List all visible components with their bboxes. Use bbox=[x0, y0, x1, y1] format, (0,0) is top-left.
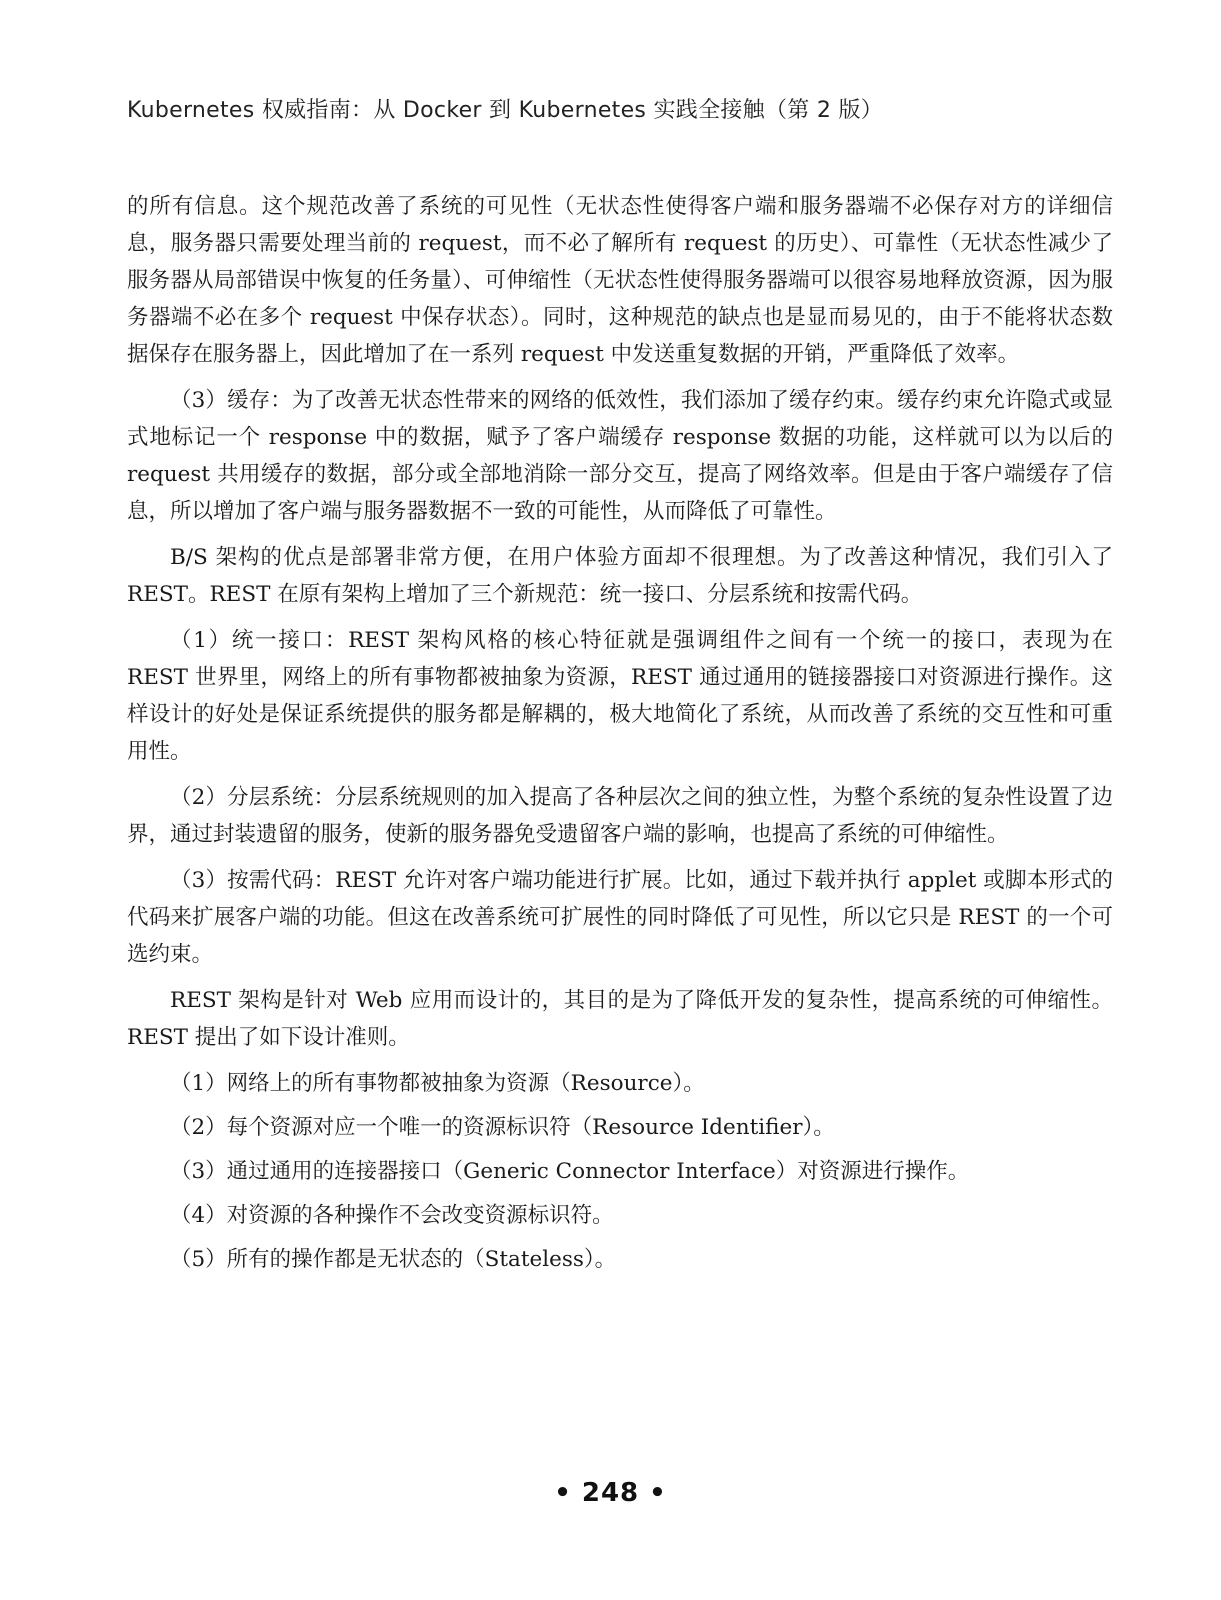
paragraph-uniform-interface: （1）统一接口：REST 架构风格的核心特征就是强调组件之间有一个统一的接口，表现为在 REST 世界里，网络上的所有事物都被抽象为资源，REST 通过通用的链接器接口对资源进行操作。这样设计的好处是保证系统提供的服务都是解耦的，极大地简化了系统，从而改善了系统的交互性和可重用性。 bbox=[127, 628, 1114, 764]
paragraph-layered-system: （2）分层系统：分层系统规则的加入提高了各种层次之间的独立性，为整个系统的复杂性设置了边界，通过封装遗留的服务，使新的服务器免受遗留客户端的影响，也提高了系统的可伸缩性。 bbox=[127, 785, 1113, 847]
body-text bbox=[127, 188, 1113, 1285]
principle-item: （2）每个资源对应一个唯一的资源标识符（Resource Identifier）。 bbox=[170, 1115, 835, 1140]
page-number: • 248 • bbox=[554, 1478, 667, 1508]
paragraph-code-on-demand: （3）按需代码：REST 允许对客户端功能进行扩展。比如，通过下载并执行 applet 或脚本形式的代码来扩展客户端的功能。但这在改善系统可扩展性的同时降低了可见性，所以它只是 REST 的一个可选约束。 bbox=[127, 868, 1113, 967]
paragraph-bs-architecture: B/S 架构的优点是部署非常方便，在用户体验方面却不很理想。为了改善这种情况，我们引入了 REST。REST 在原有架构上增加了三个新规范：统一接口、分层系统和按需代码。 bbox=[127, 545, 1113, 607]
paragraph-rest-design: REST 架构是针对 Web 应用而设计的，其目的是为了降低开发的复杂性，提高系统的可伸缩性。REST 提出了如下设计准则。 bbox=[127, 988, 1113, 1050]
paragraph-statelessness-continued: 的所有信息。这个规范改善了系统的可见性（无状态性使得客户端和服务器端不必保存对方的详细信息，服务器只需要处理当前的 request，而不必了解所有 request 的历史）、可靠性（无状态性减少了服务器从局部错误中恢复的任务量）、可伸缩性（无状态性使得服务器端可以很容易地释放资源，因为服务器端不必在多个 request 中保存状态）。同时，这种规范的缺点也是显而易见的，由于不能将状态数据保存在服务器上，因此增加了在一系列 request 中发送重复数据的开销，严重降低了效率。 bbox=[127, 194, 1113, 367]
principle-item: （3）通过通用的连接器接口（Generic Connector Interface）对资源进行操作。 bbox=[170, 1159, 970, 1184]
principle-item: （4）对资源的各种操作不会改变资源标识符。 bbox=[170, 1203, 614, 1228]
running-header: Kubernetes 权威指南：从 Docker 到 Kubernetes 实践全接触（第 2 版） bbox=[127, 98, 884, 123]
paragraph-cache: （3）缓存：为了改善无状态性带来的网络的低效性，我们添加了缓存约束。缓存约束允许隐式或显式地标记一个 response 中的数据，赋予了客户端缓存 response 数据的功能，这样就可以为以后的 request 共用缓存的数据，部分或全部地消除一部分交互，提高了网络效率。但是由于客户端缓存了信息，所以增加了客户端与服务器数据不一致的可能性，从而降低了可靠性。 bbox=[127, 388, 1113, 524]
principle-item: （5）所有的操作都是无状态的（Stateless）。 bbox=[170, 1247, 617, 1272]
principle-item: （1）网络上的所有事物都被抽象为资源（Resource）。 bbox=[170, 1071, 705, 1096]
